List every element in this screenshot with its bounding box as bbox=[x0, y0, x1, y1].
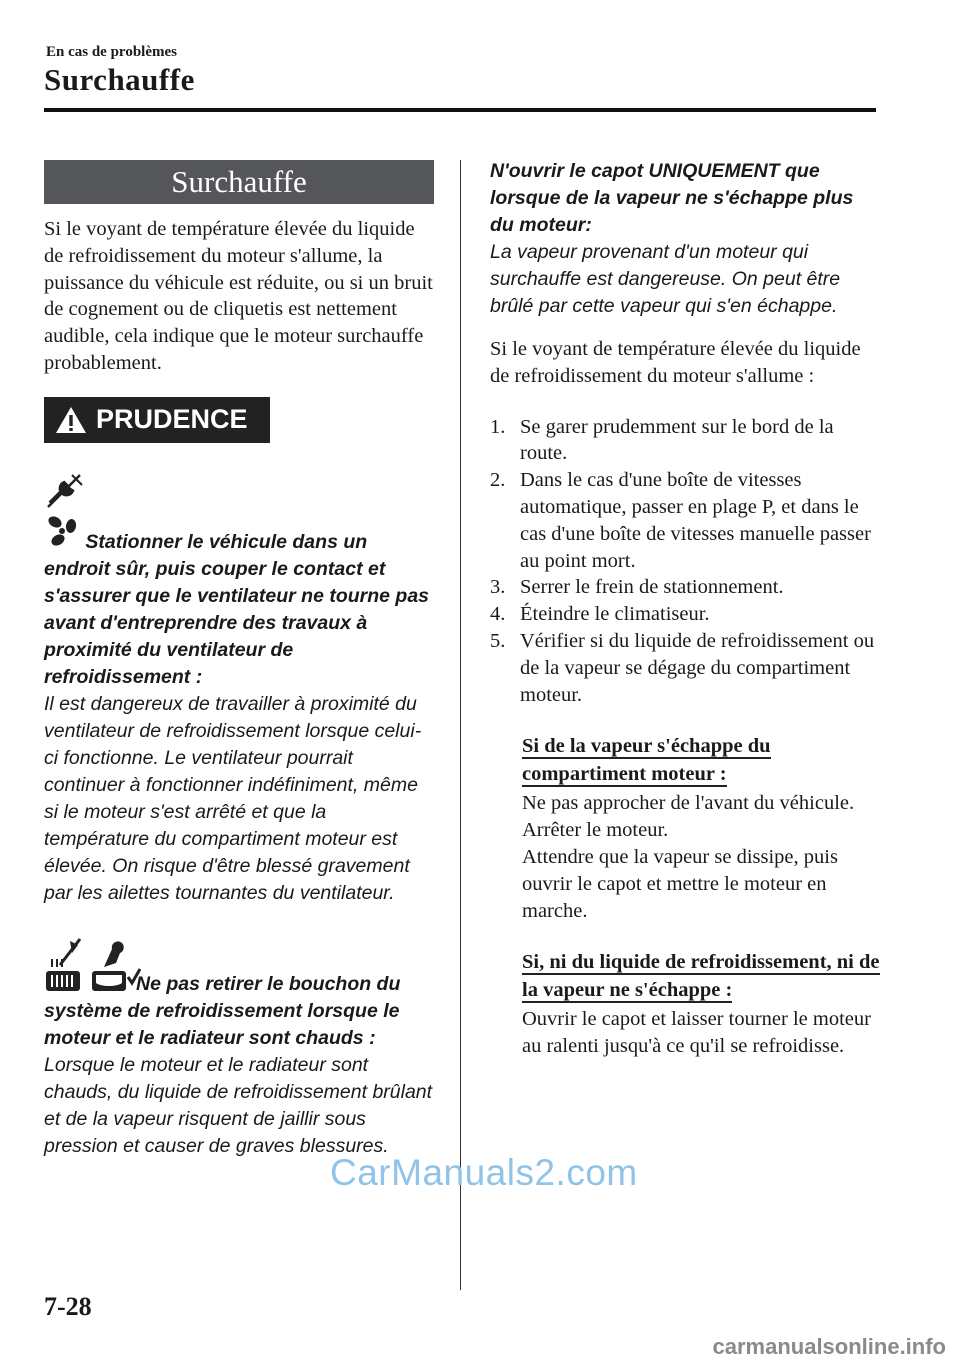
steam-case bbox=[522, 732, 882, 924]
warning-radiator-lead: Ne pas retirer le bouchon du système de refroidissement lorsque le moteur et le radiateur sont chauds : bbox=[44, 972, 401, 1049]
fan-icon bbox=[44, 514, 80, 548]
no-steam-case-text: Ouvrir le capot et laisser tourner le moteur au ralenti jusqu'à ce qu'il se refroidisse. bbox=[522, 1008, 871, 1058]
no-steam-case bbox=[522, 948, 882, 1060]
warning-hood bbox=[490, 158, 882, 320]
right-column bbox=[490, 160, 882, 1060]
list-item: 3. Serrer le frein de stationnement. bbox=[490, 576, 784, 599]
warning-fan-body: Il est dangereux de travailler à proximité du ventilateur de refroidissement lorsque celui-ci fonctionne. Le ventilateur pourrait continuer à fonctionner indéfiniment, même si le moteur s'est arrêté et que la température du compartiment moteur est élevée. On risque d'être blessé gravement par les ailettes tournantes du ventilateur. bbox=[44, 692, 422, 904]
left-column bbox=[44, 160, 434, 1160]
warning-radiator-body: Lorsque le moteur et le radiateur sont chauds, du liquide de refroidissement brûlant et de la vapeur risquent de jaillir sous pression et causer de graves blessures. bbox=[44, 1053, 433, 1157]
steps-list bbox=[490, 414, 882, 709]
footer-watermark: carmanualsonline.info bbox=[712, 1334, 946, 1359]
list-item: 2. Dans le cas d'une boîte de vitesses automatique, passer en plage P, et dans le cas d'une boîte de vitesses manuelle passer au point mort. bbox=[490, 469, 871, 572]
header-rule bbox=[44, 108, 876, 112]
steam-case-line-1: Ne pas approcher de l'avant du véhicule. Arrêter le moteur. bbox=[522, 792, 855, 842]
list-item: 1. Se garer prudemment sur le bord de la route. bbox=[490, 415, 834, 465]
warning-hood-body: La vapeur provenant d'un moteur qui surchauffe est dangereuse. On peut être brûlé par cette vapeur qui s'en échappe. bbox=[490, 241, 841, 317]
warning-radiator bbox=[44, 937, 434, 1160]
page-number: 7-28 bbox=[44, 1292, 92, 1321]
warning-triangle-icon bbox=[54, 405, 88, 435]
steam-case-heading: Si de la vapeur s'échappe du compartiment moteur : bbox=[522, 735, 771, 786]
chapter-label: En cas de problèmes bbox=[46, 44, 177, 60]
right-intro: Si le voyant de température élevée du liquide de refroidissement du moteur s'allume : bbox=[490, 338, 861, 387]
warning-fan bbox=[44, 473, 434, 907]
section-banner: Surchauffe bbox=[44, 160, 434, 204]
column-divider bbox=[460, 160, 461, 1290]
warning-label: PRUDENCE bbox=[96, 404, 248, 435]
no-steam-case-heading: Si, ni du liquide de refroidissement, ni de la vapeur ne s'échappe : bbox=[522, 951, 880, 1002]
list-item: 4. Éteindre le climatiseur. bbox=[490, 603, 710, 626]
page-title: Surchauffe bbox=[44, 62, 195, 97]
intro-paragraph: Si le voyant de température élevée du liquide de refroidissement du moteur s'allume, la puissance du véhicule est réduite, ou si un bruit de cognement ou de cliquetis est nettement audible, cela indique que le moteur surchauffe probablement. bbox=[44, 218, 433, 374]
watermark: CarManuals2.com bbox=[330, 1152, 638, 1193]
warning-badge bbox=[44, 397, 270, 443]
steam-case-line-2: Attendre que la vapeur se dissipe, puis ouvrir le capot et mettre le moteur en marche. bbox=[522, 845, 838, 922]
warning-fan-lead: Stationner le véhicule dans un endroit sûr, puis couper le contact et s'assurer que le ventilateur ne tourne pas avant d'entreprendre des travaux à proximité du ventilateur de refroidissement : bbox=[44, 530, 430, 688]
list-item: 5. Vérifier si du liquide de refroidissement ou de la vapeur se dégage du compartiment moteur. bbox=[490, 629, 875, 706]
no-wrench-icon bbox=[44, 473, 84, 509]
warning-hood-lead: N'ouvrir le capot UNIQUEMENT que lorsque de la vapeur ne s'échappe plus du moteur: bbox=[490, 160, 854, 236]
